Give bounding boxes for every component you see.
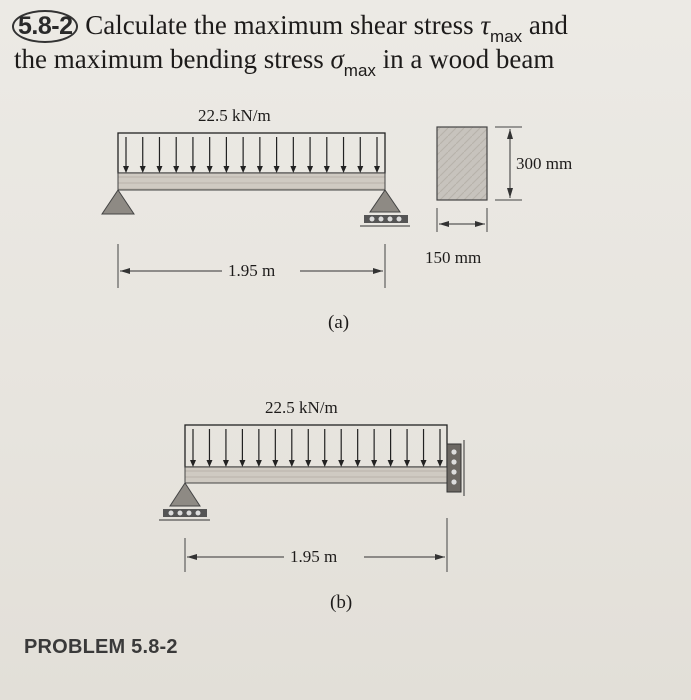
load-b-arrow-head (223, 460, 229, 467)
load-b-arrow-head (371, 460, 377, 467)
load-a-arrow-head (357, 166, 363, 173)
span-label-b: 1.95 m (290, 547, 338, 566)
load-a-arrow-head (140, 166, 146, 173)
statement-text-2: the maximum bending stress (14, 44, 324, 74)
load-label-b: 22.5 kN/m (265, 398, 338, 417)
load-b-arrow-head (355, 460, 361, 467)
load-b-arrow-head (206, 460, 212, 467)
load-a-arrow-head (123, 166, 129, 173)
roller-support-b (170, 483, 200, 506)
load-a-arrow-head (274, 166, 280, 173)
pin-support-a (102, 190, 134, 214)
cross-section (437, 127, 522, 232)
cross-section-rect (437, 127, 487, 200)
load-a-arrow-head (207, 166, 213, 173)
problem-number: 5.8-2 (12, 10, 78, 43)
caption-a: (a) (328, 312, 350, 333)
load-b-arrow-head (404, 460, 410, 467)
load-a-arrow-head (307, 166, 313, 173)
load-b-arrow-head (388, 460, 394, 467)
load-arrows-b (190, 429, 443, 467)
load-a-arrow-head (156, 166, 162, 173)
problem-label: PROBLEM 5.8-2 (24, 636, 178, 658)
load-b-arrow-head (305, 460, 311, 467)
load-a-arrow-head (374, 166, 380, 173)
load-a-arrow-head (240, 166, 246, 173)
tau-subscript: max (490, 27, 523, 46)
load-b-arrow-head (338, 460, 344, 467)
load-a-arrow-head (190, 166, 196, 173)
caption-b: (b) (330, 592, 353, 613)
load-a-arrow-head (290, 166, 296, 173)
load-b-arrow-head (272, 460, 278, 467)
roller-support-a (370, 190, 400, 212)
load-b-arrow-head (190, 460, 196, 467)
load-b-arrow-head (289, 460, 295, 467)
beam-b (185, 467, 447, 483)
load-b-arrow-head (421, 460, 427, 467)
load-b-arrow-head (322, 460, 328, 467)
load-b-arrow-head (437, 460, 443, 467)
width-label: 150 mm (425, 248, 482, 267)
load-b-arrow-head (239, 460, 245, 467)
load-a-arrow-head (173, 166, 179, 173)
span-label-a: 1.95 m (228, 261, 276, 280)
statement-text-1: Calculate the maximum shear stress (85, 10, 474, 40)
load-a-arrow-head (257, 166, 263, 173)
load-a-arrow-head (341, 166, 347, 173)
sigma-symbol: σ (330, 44, 344, 74)
height-label: 300 mm (516, 154, 573, 173)
beam-a (118, 173, 385, 190)
load-label-a: 22.5 kN/m (198, 106, 271, 125)
load-a-arrow-head (223, 166, 229, 173)
sigma-subscript: max (343, 61, 376, 80)
tau-symbol: τ (480, 10, 491, 40)
load-arrows-a (123, 137, 380, 173)
statement-text-2-end: in a wood beam (382, 44, 555, 74)
load-a-arrow-head (324, 166, 330, 173)
and-word: and (528, 10, 568, 40)
load-b-arrow-head (256, 460, 262, 467)
